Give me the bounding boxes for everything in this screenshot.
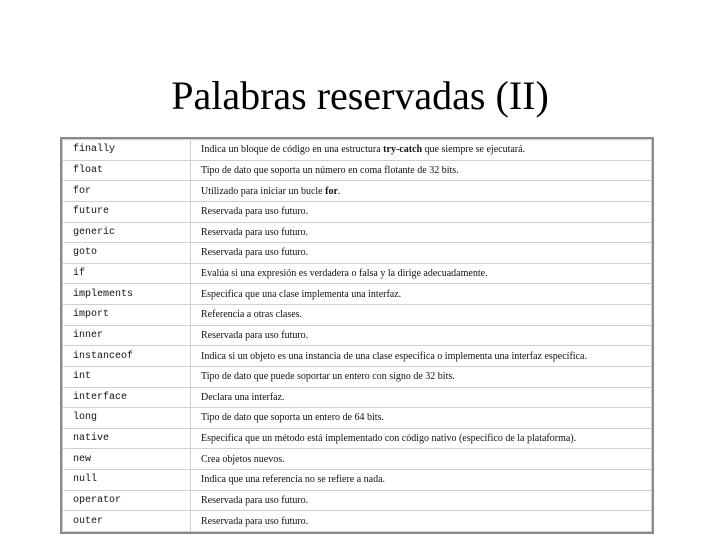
keyword-cell: import — [63, 305, 191, 326]
description-cell — [191, 181, 652, 202]
description-cell — [191, 201, 652, 222]
slide-title: Palabras reservadas (II) — [171, 73, 549, 118]
description-cell — [191, 140, 652, 161]
table-row — [63, 140, 652, 161]
description-text: Tipo de dato que puede soportar un entero con signo de 32 bits. — [201, 371, 455, 383]
description-cell — [191, 284, 652, 305]
description-text: Reservada para uso futuro. — [201, 226, 309, 238]
description-cell — [191, 490, 652, 511]
description-cell — [191, 305, 652, 326]
keyword-cell: goto — [63, 243, 191, 264]
description-text: Indica un bloque de código en una estructura — [201, 144, 384, 156]
description-cell — [191, 160, 652, 181]
table-row — [63, 346, 652, 367]
description-cell — [191, 428, 652, 449]
description-cell — [191, 325, 652, 346]
table-row — [63, 325, 652, 346]
keyword-cell: interface — [63, 387, 191, 408]
keyword-cell: generic — [63, 222, 191, 243]
table-row — [63, 470, 652, 491]
table-row — [63, 511, 652, 532]
table-row — [63, 387, 652, 408]
keyword-cell: future — [63, 201, 191, 222]
keyword-cell: implements — [63, 284, 191, 305]
table-row — [63, 160, 652, 181]
description-keyword: try-catch — [383, 144, 423, 156]
description-cell — [191, 511, 652, 532]
keyword-cell: instanceof — [63, 346, 191, 367]
description-cell — [191, 449, 652, 470]
table-row — [63, 408, 652, 429]
table-row — [63, 449, 652, 470]
description-text: Reservada para uso futuro. — [201, 515, 309, 527]
description-text: Reservada para uso futuro. — [201, 329, 309, 341]
table-row — [63, 201, 652, 222]
description-text: Declara una interfaz. — [201, 391, 285, 403]
keyword-cell: int — [63, 366, 191, 387]
description-text-end: que siempre se ejecutará. — [422, 144, 526, 156]
description-cell — [191, 387, 652, 408]
table-row — [63, 366, 652, 387]
description-cell — [191, 263, 652, 284]
keyword-cell: new — [63, 449, 191, 470]
keyword-cell: outer — [63, 511, 191, 532]
table-row — [63, 263, 652, 284]
description-cell — [191, 366, 652, 387]
description-text: Indica si un objeto es una instancia de una clase específica o implementa una interfaz específica. — [201, 350, 587, 362]
table-row — [63, 428, 652, 449]
keyword-cell: float — [63, 160, 191, 181]
description-cell — [191, 408, 652, 429]
description-text: Referencia a otras clases. — [201, 309, 303, 321]
description-text: Utilizado para iniciar un bucle — [201, 185, 326, 197]
keyword-cell: operator — [63, 490, 191, 511]
table-row — [63, 243, 652, 264]
description-text: Evalúa si una expresión es verdadera o falsa y la dirige adecuadamente. — [201, 268, 488, 280]
description-cell — [191, 222, 652, 243]
description-keyword: for — [325, 185, 338, 197]
keyword-cell: finally — [63, 140, 191, 161]
table-row — [63, 284, 652, 305]
keyword-cell: long — [63, 408, 191, 429]
keyword-cell: null — [63, 470, 191, 491]
table-row — [63, 181, 652, 202]
description-cell — [191, 243, 652, 264]
table-row — [63, 490, 652, 511]
description-text: Crea objetos nuevos. — [201, 453, 285, 465]
keyword-cell: for — [63, 181, 191, 202]
reserved-words-table — [60, 137, 654, 534]
description-text: Reservada para uso futuro. — [201, 206, 309, 218]
keyword-cell: native — [63, 428, 191, 449]
description-text: Tipo de dato que soporta un número en coma flotante de 32 bits. — [201, 164, 459, 176]
keyword-cell: inner — [63, 325, 191, 346]
description-text: Indica que una referencia no se refiere a nada. — [201, 474, 386, 486]
description-text: Reservada para uso futuro. — [201, 494, 309, 506]
description-text-end: . — [337, 185, 341, 197]
description-cell — [191, 470, 652, 491]
description-text: Especifica que una clase implementa una interfaz. — [201, 288, 402, 300]
description-text: Reservada para uso futuro. — [201, 247, 309, 259]
keyword-cell: if — [63, 263, 191, 284]
description-text: Especifica que un método está implementado con código nativo (específico de la plataforma). — [201, 433, 577, 445]
table-row — [63, 305, 652, 326]
table-row — [63, 222, 652, 243]
description-cell — [191, 346, 652, 367]
description-text: Tipo de dato que soporta un entero de 64 bits. — [201, 412, 384, 424]
